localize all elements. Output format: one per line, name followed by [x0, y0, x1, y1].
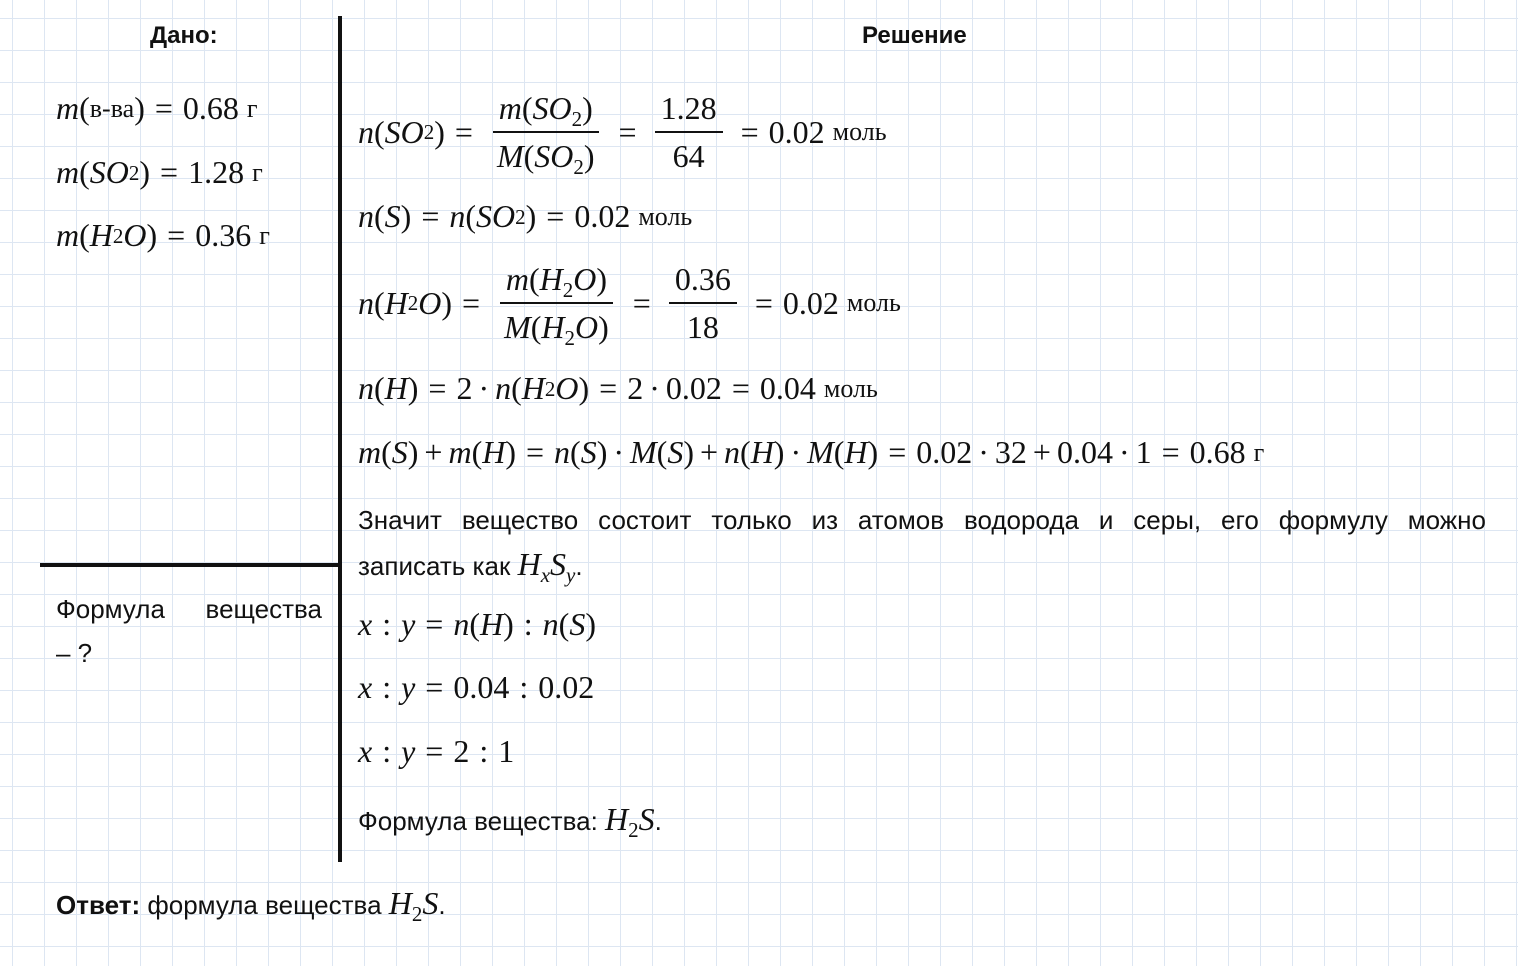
ratio-values: x : y = 0.04 : 0.02 — [358, 669, 595, 705]
horizontal-divider — [40, 563, 340, 567]
given-mass-so2-value: 1.28 — [188, 154, 245, 190]
so2-mass-value: 1.28 — [655, 88, 723, 133]
ratio-definition: x : y = n ( H ) : n ( S ) — [358, 606, 596, 642]
n-h2o-unit: моль — [846, 288, 901, 317]
n-so2-unit: моль — [832, 117, 887, 146]
substance-label: в-ва — [89, 93, 135, 123]
answer-line: Ответ: формула вещества $H_2S$. — [56, 885, 446, 926]
ratio-integers: x : y = 2 : 1 — [358, 733, 515, 769]
eq-n-so2: n ( SO 2 ) = $\frac{m(SO_2)}{M(SO_2)}$ = $\frac{1.28}{64}$ = 0.02 моль — [358, 90, 887, 179]
fraction-so2-values — [655, 88, 723, 176]
so2-molar-mass: 64 — [672, 138, 705, 174]
mass-M-h: 1 — [1135, 434, 1152, 470]
formula-result-line: Формула вещества: $H_2S$. — [358, 801, 662, 842]
given-mass-so2-unit: г — [252, 157, 263, 187]
ratio-x-value: 0.04 — [453, 669, 510, 705]
n-so2-result: 0.02 — [768, 113, 825, 150]
formula-h2s: $H_2S$ — [605, 801, 655, 842]
h2o-molar-mass: 18 — [686, 309, 719, 345]
mass-result: 0.68 — [1189, 434, 1246, 470]
n-h-unit: моль — [823, 373, 878, 403]
given-mass-substance-value: 0.68 — [182, 90, 239, 126]
given-mass-substance: m ( в-ва ) = 0.68 г — [56, 90, 258, 126]
given-title: Дано: — [150, 22, 218, 49]
n-h-result: 0.04 — [759, 370, 816, 406]
given-mass-so2: m ( SO 2 ) = 1.28 г — [56, 154, 263, 190]
answer-label: Ответ: — [56, 890, 141, 920]
conclusion-line-2-text: записать как — [358, 551, 511, 581]
mass-n-s: 0.02 — [916, 434, 973, 470]
given-mass-h2o-value: 0.36 — [195, 217, 252, 253]
answer-text: формула вещества — [147, 890, 382, 920]
question-line-2: – ? — [56, 638, 93, 668]
eq-n-s: n ( S ) = n ( SO 2 ) = 0.02 моль — [358, 198, 693, 234]
vertical-divider — [338, 16, 342, 862]
given-mass-h2o-unit: г — [259, 220, 270, 250]
eq-n-h: n ( H ) = 2 · n ( H 2 O ) = 2 · 0.02 = 0.04 моль — [358, 370, 878, 406]
n-h-n-h2o: 0.02 — [665, 370, 722, 406]
given-mass-substance-unit: г — [246, 93, 258, 123]
formula-label: Формула вещества: — [358, 806, 598, 836]
solution-title: Решение — [862, 22, 967, 49]
mass-M-s: 32 — [994, 434, 1027, 470]
ratio-y-int: 1 — [498, 733, 515, 769]
n-s-result: 0.02 — [574, 198, 631, 234]
fraction-m-over-M-h2o: $\frac{m(H_2O)}{M(H_2O)}$ — [498, 259, 615, 347]
conclusion-line-1: Значит вещество состоит только из атомов водорода и серы, его формулу можно — [358, 505, 1486, 535]
ratio-y-value: 0.02 — [538, 669, 595, 705]
n-h2o-result: 0.02 — [782, 284, 839, 321]
eq-mass-check: m ( S ) + m ( H ) = n ( S ) · M ( S ) + n ( H ) · M ( H ) = 0.02 · 32 + 0.04 · 1 = 0.68 г — [358, 434, 1265, 470]
n-h-coef-2: 2 — [627, 370, 644, 406]
formula-hx-sy: $H_xS_y$ — [517, 546, 576, 587]
conclusion-line-2: записать как $H_xS_y$. — [358, 546, 583, 587]
ratio-x-int: 2 — [453, 733, 470, 769]
answer-formula-h2s: $H_2S$ — [388, 885, 439, 926]
h2o-mass-value: 0.36 — [669, 259, 737, 304]
fraction-m-over-M-so2: $\frac{m(SO_2)}{M(SO_2)}$ — [491, 88, 601, 176]
fraction-h2o-values — [669, 259, 737, 347]
mass-unit: г — [1253, 437, 1265, 467]
n-s-unit: моль — [638, 201, 693, 231]
question-line-1: Формула вещества — [56, 594, 322, 624]
mass-n-h: 0.04 — [1056, 434, 1113, 470]
given-mass-h2o: m ( H 2 O ) = 0.36 г — [56, 217, 270, 253]
eq-n-h2o: n ( H 2 O ) = $\frac{m(H_2O)}{M(H_2O)}$ = $\frac{0.36}{18}$ = 0.02 моль — [358, 261, 901, 350]
n-h-coef: 2 — [456, 370, 473, 406]
